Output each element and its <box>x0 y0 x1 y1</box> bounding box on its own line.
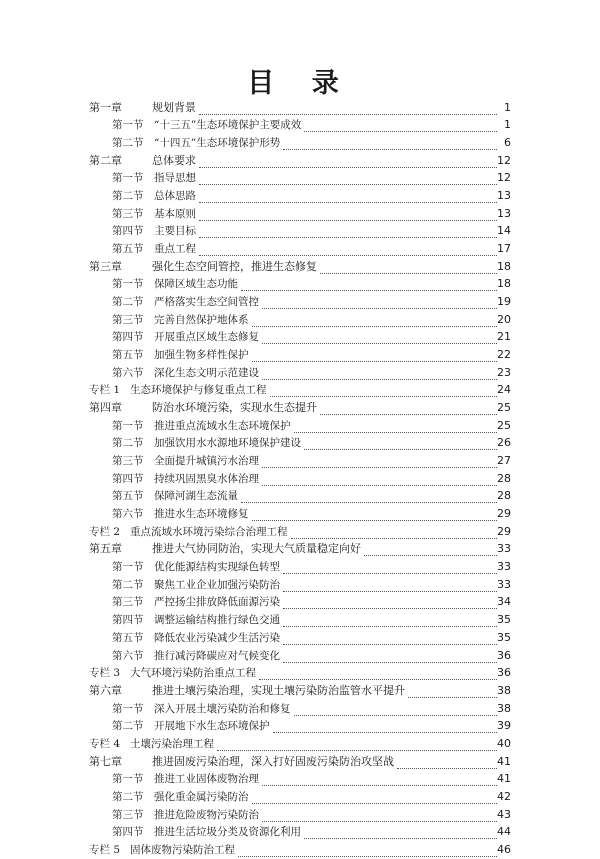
dot-leader <box>199 255 497 256</box>
toc-entry-label: 第二节 <box>112 790 144 803</box>
dot-leader <box>283 591 497 592</box>
toc-entry-page: 1 <box>504 118 511 132</box>
toc-entry-label: 第一节 <box>112 278 144 291</box>
toc-entry-title: 严格落实生态空间管控 <box>154 296 259 309</box>
toc-entry[interactable] <box>0 718 600 736</box>
toc-entry-title: 强化重金属污染防治 <box>154 790 249 803</box>
toc-entry-page: 28 <box>497 471 511 485</box>
toc-entry-page: 36 <box>497 648 511 662</box>
dot-leader <box>262 343 497 344</box>
toc-entry[interactable] <box>0 753 600 771</box>
toc-entry-label: 第一节 <box>112 419 144 432</box>
toc-entry-label: 第四节 <box>112 614 144 627</box>
toc-entry-page: 38 <box>497 683 511 697</box>
toc-entry-page: 26 <box>497 436 511 450</box>
toc-entry-page: 17 <box>497 242 511 256</box>
toc-entry-label: 第三节 <box>112 313 144 326</box>
toc-entry[interactable] <box>0 382 600 400</box>
toc-entry-label: 第五节 <box>112 243 144 256</box>
dot-leader <box>259 679 497 680</box>
dot-leader <box>283 662 497 663</box>
toc-entry-title: 推进生活垃圾分类及资源化利用 <box>154 826 301 839</box>
toc-entry-label: 第五章 <box>89 542 122 556</box>
toc-entry[interactable] <box>0 505 600 523</box>
toc-entry-page: 28 <box>497 489 511 503</box>
toc-entry[interactable] <box>0 293 600 311</box>
dot-leader <box>262 785 497 786</box>
toc-entry-label: 第四节 <box>112 826 144 839</box>
toc-entry[interactable] <box>0 488 600 506</box>
toc-entry-label: 第四节 <box>112 472 144 485</box>
toc-entry-title: 推行减污降碳应对气候变化 <box>154 649 280 662</box>
toc-entry[interactable] <box>0 364 600 382</box>
toc-entry[interactable] <box>0 240 600 258</box>
toc-entry-title: 完善自然保护地体系 <box>154 313 249 326</box>
dot-leader <box>320 414 497 415</box>
toc-entry[interactable] <box>0 152 600 170</box>
toc-entry[interactable] <box>0 170 600 188</box>
toc-entry-label: 第三章 <box>89 259 122 273</box>
toc-entry-page: 19 <box>497 295 511 309</box>
toc-entry-page: 36 <box>497 666 511 680</box>
toc-entry-title: 规划背景 <box>152 100 196 114</box>
toc-entry[interactable] <box>0 824 600 842</box>
toc-entry-page: 40 <box>497 736 511 750</box>
toc-entry[interactable] <box>0 258 600 276</box>
dot-leader <box>252 520 497 521</box>
dot-leader <box>304 131 497 132</box>
toc-entry-label: 第五节 <box>112 490 144 503</box>
toc-entry-label: 第二节 <box>112 720 144 733</box>
toc-entry-title: 降低农业污染减少生活污染 <box>154 631 280 644</box>
dot-leader <box>273 732 497 733</box>
toc-entry-label: 第六节 <box>112 508 144 521</box>
toc-entry-label: 第五节 <box>112 631 144 644</box>
toc-entry[interactable] <box>0 187 600 205</box>
toc-entry-title: 调整运输结构推行绿色交通 <box>154 614 280 627</box>
toc-entry[interactable] <box>0 311 600 329</box>
toc-entry-page: 35 <box>497 613 511 627</box>
toc-entry-label: 第三节 <box>112 207 144 220</box>
dot-leader <box>199 167 497 168</box>
dot-leader <box>262 821 497 822</box>
toc-entry-page: 39 <box>497 719 511 733</box>
toc-entry[interactable] <box>0 470 600 488</box>
dot-leader <box>283 626 497 627</box>
toc-entry[interactable] <box>0 435 600 453</box>
toc-entry-title: 严控扬尘排放降低面源污染 <box>154 596 280 609</box>
toc-entry-title: 聚焦工业企业加强污染防治 <box>154 578 280 591</box>
toc-entry-label: 第一节 <box>112 119 144 132</box>
toc-entry[interactable] <box>0 788 600 806</box>
toc-entry[interactable] <box>0 611 600 629</box>
toc-entry-label: 第三节 <box>112 808 144 821</box>
toc-entry-label: 专栏 1 <box>89 384 121 397</box>
toc-entry-title: 推进大气协同防治，实现大气质量稳定向好 <box>152 542 361 556</box>
toc-entry[interactable] <box>0 417 600 435</box>
toc-entry-page: 1 <box>504 100 511 114</box>
toc-entry-title: 保障河湖生态流量 <box>154 490 238 503</box>
toc-entry-title: 重点工程 <box>154 243 196 256</box>
toc-entry-title: 推进危险废物污染防治 <box>154 808 259 821</box>
toc-entry-label: 第四章 <box>89 401 122 415</box>
toc-entry-page: 22 <box>497 348 511 362</box>
toc-entry[interactable] <box>0 576 600 594</box>
toc-entry[interactable] <box>0 329 600 347</box>
toc-entry-title: “十四五”生态环境保护形势 <box>154 137 281 150</box>
toc-entry-title: 指导思想 <box>154 172 196 185</box>
toc-entry-page: 41 <box>497 754 511 768</box>
toc-entry-page: 25 <box>497 401 511 415</box>
toc-entry[interactable] <box>0 771 600 789</box>
toc-entry[interactable] <box>0 523 600 541</box>
toc-entry-page: 33 <box>497 577 511 591</box>
toc-entry-title: 主要目标 <box>154 225 196 238</box>
toc-entry-label: 第三节 <box>112 455 144 468</box>
toc-entry-label: 专栏 2 <box>89 525 121 538</box>
toc-entry-label: 第六节 <box>112 366 144 379</box>
toc-entry-label: 第一节 <box>112 702 144 715</box>
dot-leader <box>320 273 497 274</box>
toc-entry[interactable] <box>0 841 600 859</box>
toc-entry[interactable] <box>0 665 600 683</box>
toc-entry-label: 第六章 <box>89 683 122 697</box>
toc-entry-title: 固体废物污染防治工程 <box>130 843 235 856</box>
toc-entry-title: 重点流域水环境污染综合治理工程 <box>130 525 288 538</box>
toc-entry-page: 46 <box>497 842 511 856</box>
toc-entry[interactable] <box>0 647 600 665</box>
toc-entry-page: 44 <box>497 825 511 839</box>
dot-leader <box>199 237 497 238</box>
toc-entry-title: 推进水生态环境修复 <box>154 508 249 521</box>
toc-entry[interactable] <box>0 205 600 223</box>
toc-entry-title: 持续巩固黑臭水体治理 <box>154 472 259 485</box>
toc-entry[interactable] <box>0 541 600 559</box>
dot-leader <box>294 432 497 433</box>
toc-entry-title: 深化生态文明示范建设 <box>154 366 259 379</box>
toc-entry[interactable] <box>0 223 600 241</box>
toc-entry-page: 12 <box>497 171 511 185</box>
dot-leader <box>294 715 497 716</box>
dot-leader <box>252 361 497 362</box>
dot-leader <box>262 485 497 486</box>
toc-entry[interactable] <box>0 806 600 824</box>
dot-leader <box>262 467 497 468</box>
toc-entry-page: 43 <box>497 807 511 821</box>
toc-entry-page: 33 <box>497 542 511 556</box>
toc-entry-label: 专栏 4 <box>89 737 121 750</box>
toc-entry-label: 第七章 <box>89 754 122 768</box>
toc-entry-page: 6 <box>504 136 511 150</box>
dot-leader <box>397 768 497 769</box>
toc-entry-title: 推进重点流域水生态环境保护 <box>154 419 291 432</box>
dot-leader <box>199 114 497 115</box>
toc-entry[interactable] <box>0 558 600 576</box>
dot-leader <box>199 220 497 221</box>
toc-entry-label: 专栏 5 <box>89 843 121 856</box>
toc-entry[interactable] <box>0 452 600 470</box>
toc-entry-page: 25 <box>497 418 511 432</box>
toc-entry[interactable] <box>0 346 600 364</box>
toc-entry-page: 21 <box>497 330 511 344</box>
toc-entry-label: 第四节 <box>112 331 144 344</box>
toc-entry-label: 第二节 <box>112 296 144 309</box>
dot-leader <box>283 644 497 645</box>
toc-entry-title: 推进工业固体废物治理 <box>154 773 259 786</box>
toc-entry-title: 总体要求 <box>152 153 196 167</box>
dot-leader <box>238 856 497 857</box>
toc-entry-page: 23 <box>497 365 511 379</box>
dot-leader <box>283 573 497 574</box>
toc-entry-title: 大气环境污染防治重点工程 <box>130 667 256 680</box>
toc-entry-page: 29 <box>497 524 511 538</box>
page-title: 目 录 <box>247 68 353 99</box>
table-of-contents <box>0 99 600 859</box>
toc-entry-label: 第二节 <box>112 190 144 203</box>
toc-entry[interactable] <box>0 399 600 417</box>
dot-leader <box>364 555 497 556</box>
toc-entry-label: 第六节 <box>112 649 144 662</box>
toc-entry-title: 开展地下水生态环境保护 <box>154 720 270 733</box>
toc-entry-label: 第二节 <box>112 437 144 450</box>
toc-entry-title: 深入开展土壤污染防治和修复 <box>154 702 291 715</box>
toc-entry-label: 第三节 <box>112 596 144 609</box>
toc-entry-page: 38 <box>497 701 511 715</box>
toc-entry-title: 全面提升城镇污水治理 <box>154 455 259 468</box>
toc-entry-label: 第一章 <box>89 100 122 114</box>
dot-leader <box>408 697 497 698</box>
toc-entry-page: 24 <box>497 383 511 397</box>
toc-entry-page: 41 <box>497 772 511 786</box>
toc-entry-page: 34 <box>497 595 511 609</box>
toc-entry[interactable] <box>0 682 600 700</box>
toc-entry-title: 加强饮用水水源地环境保护建设 <box>154 437 301 450</box>
toc-entry-title: 生态环境保护与修复重点工程 <box>130 384 267 397</box>
toc-entry-label: 第二节 <box>112 578 144 591</box>
toc-entry-title: 优化能源结构实现绿色转型 <box>154 561 280 574</box>
toc-entry-title: 加强生物多样性保护 <box>154 349 249 362</box>
toc-entry-page: 13 <box>497 189 511 203</box>
toc-entry-label: 专栏 3 <box>89 667 121 680</box>
toc-entry[interactable] <box>0 99 600 117</box>
dot-leader <box>199 202 497 203</box>
toc-entry-title: 强化生态空间管控，推进生态修复 <box>152 259 317 273</box>
toc-entry-page: 35 <box>497 630 511 644</box>
dot-leader <box>304 449 497 450</box>
toc-entry-title: 开展重点区域生态修复 <box>154 331 259 344</box>
toc-entry-title: 推进固废污染治理，深入打好固废污染防治攻坚战 <box>152 754 394 768</box>
dot-leader <box>241 502 497 503</box>
toc-entry-page: 14 <box>497 224 511 238</box>
toc-entry-title: 总体思路 <box>154 190 196 203</box>
toc-entry-page: 27 <box>497 454 511 468</box>
dot-leader <box>304 838 497 839</box>
dot-leader <box>283 149 497 150</box>
toc-entry-title: “十三五”生态环境保护主要成效 <box>154 119 302 132</box>
toc-entry-label: 第一节 <box>112 172 144 185</box>
toc-entry-title: 防治水环境污染，实现水生态提升 <box>152 401 317 415</box>
toc-entry-page: 33 <box>497 560 511 574</box>
toc-entry-page: 18 <box>497 259 511 273</box>
dot-leader <box>217 750 497 751</box>
toc-entry-label: 第二节 <box>112 137 144 150</box>
toc-entry-page: 42 <box>497 789 511 803</box>
toc-entry-label: 第五节 <box>112 349 144 362</box>
dot-leader <box>262 308 497 309</box>
dot-leader <box>291 538 497 539</box>
toc-entry[interactable] <box>0 134 600 152</box>
toc-entry[interactable] <box>0 117 600 135</box>
dot-leader <box>199 184 497 185</box>
toc-entry-page: 13 <box>497 206 511 220</box>
toc-entry-label: 第四节 <box>112 225 144 238</box>
toc-entry-title: 推进土壤污染治理，实现土壤污染防治监管水平提升 <box>152 683 405 697</box>
toc-entry-title: 保障区域生态功能 <box>154 278 238 291</box>
toc-entry-page: 12 <box>497 153 511 167</box>
toc-entry[interactable] <box>0 735 600 753</box>
dot-leader <box>241 290 497 291</box>
toc-entry-label: 第一节 <box>112 773 144 786</box>
toc-entry-label: 第二章 <box>89 153 122 167</box>
toc-entry-title: 基本原则 <box>154 207 196 220</box>
toc-entry[interactable] <box>0 700 600 718</box>
toc-entry[interactable] <box>0 629 600 647</box>
dot-leader <box>262 379 497 380</box>
toc-entry[interactable] <box>0 276 600 294</box>
dot-leader <box>270 396 497 397</box>
dot-leader <box>283 608 497 609</box>
toc-entry-page: 29 <box>497 507 511 521</box>
toc-entry-page: 18 <box>497 277 511 291</box>
toc-entry-label: 第一节 <box>112 561 144 574</box>
toc-entry[interactable] <box>0 594 600 612</box>
toc-entry-page: 20 <box>497 312 511 326</box>
dot-leader <box>252 326 497 327</box>
toc-entry-title: 土壤污染治理工程 <box>130 737 214 750</box>
dot-leader <box>252 803 497 804</box>
